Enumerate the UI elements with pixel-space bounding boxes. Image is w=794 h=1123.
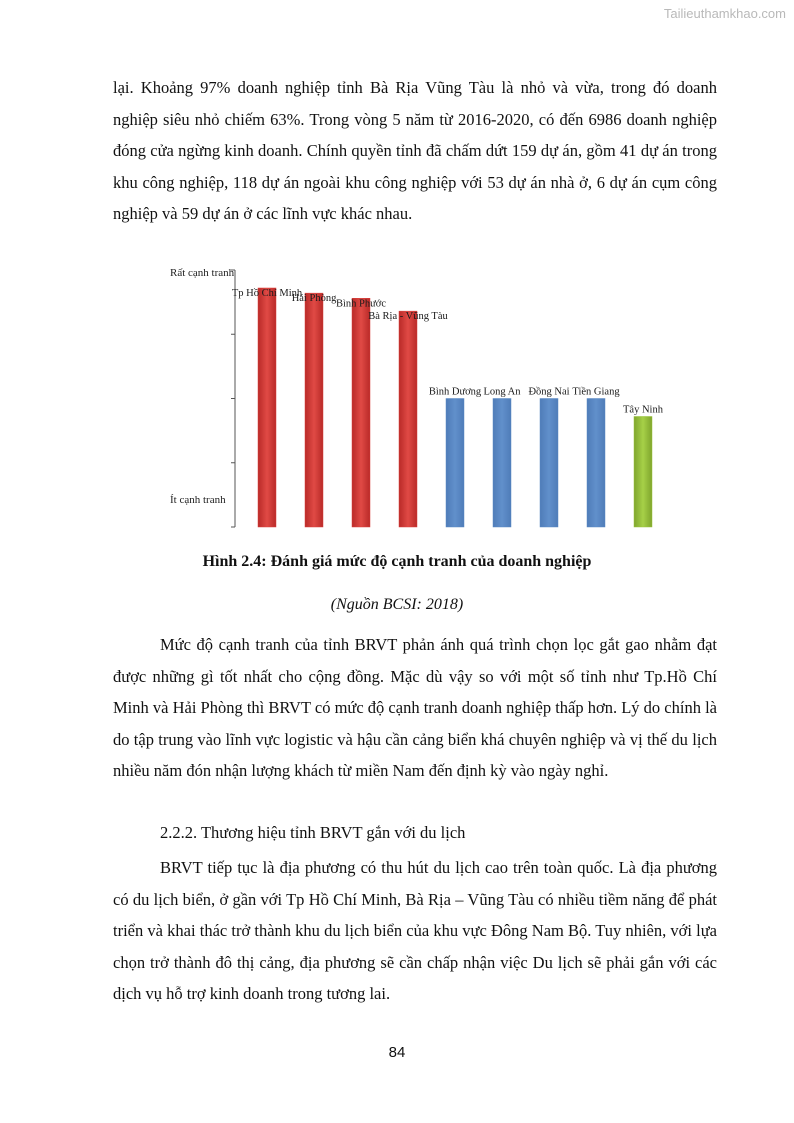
paragraph-1: lại. Khoảng 97% doanh nghiệp tỉnh Bà Rịa Vũng Tàu là nhỏ và vừa, trong đó doanh nghiệp siêu nhỏ chiếm 63%. Trong vòng 5 năm từ 2016-2020, có đến 6986 doanh nghiệp đóng cửa ngừng kinh doanh. Chính quyền tỉnh đã chấm dứt 159 dự án, gồm 41 dự án trong khu công nghiệp, 118 dự án ngoài khu công nghiệp với 53 dự án nhà ở, 6 dự án cụm công nghiệp và 59 dự án ở các lĩnh vực khác nhau.	[113, 78, 717, 224]
bar-label-3: Bình Phước	[335, 298, 387, 310]
y-label-top: Rất cạnh tranh	[170, 267, 235, 279]
watermark: Tailieuthamkhao.com	[663, 6, 786, 21]
y-label-bottom: Ít cạnh tranh	[170, 494, 226, 506]
paragraph-2: Mức độ cạnh tranh của tỉnh BRVT phản ánh quá trình chọn lọc gắt gao nhằm đạt được những gì tốt nhất cho cộng đồng. Mặc dù vậy so với một số tỉnh như Tp.Hồ Chí Minh và Hải Phòng thì BRVT có mức độ cạnh tranh doanh nghiệp thấp hơn. Lý do chính là do tập trung vào lĩnh vực logistic và hậu cần cảng biển khá chuyên nghiệp và vị thế du lịch nhiều năm đón nhận lượng khách từ miền Nam đến định kỳ vào ngày nghỉ.	[113, 635, 717, 781]
competition-bar-chart	[165, 250, 665, 535]
bar-6	[493, 399, 511, 528]
bar-5	[446, 399, 464, 528]
bar-label-5: Bình Dương	[428, 386, 482, 398]
bar-1	[258, 288, 276, 527]
bar-9	[634, 416, 652, 527]
bar-8	[587, 399, 605, 528]
bar-2	[305, 293, 323, 527]
bar-label-1: Tp Hồ Chí Minh	[231, 287, 303, 299]
bar-7	[540, 399, 558, 528]
figure-source: (Nguồn BCSI: 2018)	[330, 596, 464, 613]
bar-label-6: Long An	[483, 386, 521, 398]
bar-4	[399, 311, 417, 527]
bar-label-8: Tiền Giang	[572, 386, 620, 398]
paragraph-3: BRVT tiếp tục là địa phương có thu hút du lịch cao trên toàn quốc. Là địa phương có du lịch biển, ở gần với Tp Hồ Chí Minh, Bà Rịa – Vũng Tàu có nhiều tiềm năng để phát triển và khai thác trở thành khu du lịch biển của khu vực Đông Nam Bộ. Tuy nhiên, với lựa chọn trở thành đô thị cảng, địa phương sẽ cần chấp nhận việc Du lịch sẽ phải gắn với các dịch vụ hỗ trợ kinh doanh trong tương lai.	[113, 858, 717, 1004]
bar-3	[352, 298, 370, 527]
bar-label-2: Hải Phòng	[291, 293, 337, 305]
page-number: 84	[388, 1044, 406, 1061]
y-axis	[170, 267, 235, 527]
bar-label-7: Đồng Nai	[528, 386, 570, 398]
bar-label-4: Bà Rịa - Vũng Tàu	[368, 311, 448, 323]
figure-title: Hình 2.4: Đánh giá mức độ cạnh tranh của doanh nghiệp	[202, 553, 592, 570]
section-heading: 2.2.2. Thương hiệu tỉnh BRVT gắn với du lịch	[160, 823, 466, 842]
bar-label-9: Tây Ninh	[623, 404, 663, 416]
